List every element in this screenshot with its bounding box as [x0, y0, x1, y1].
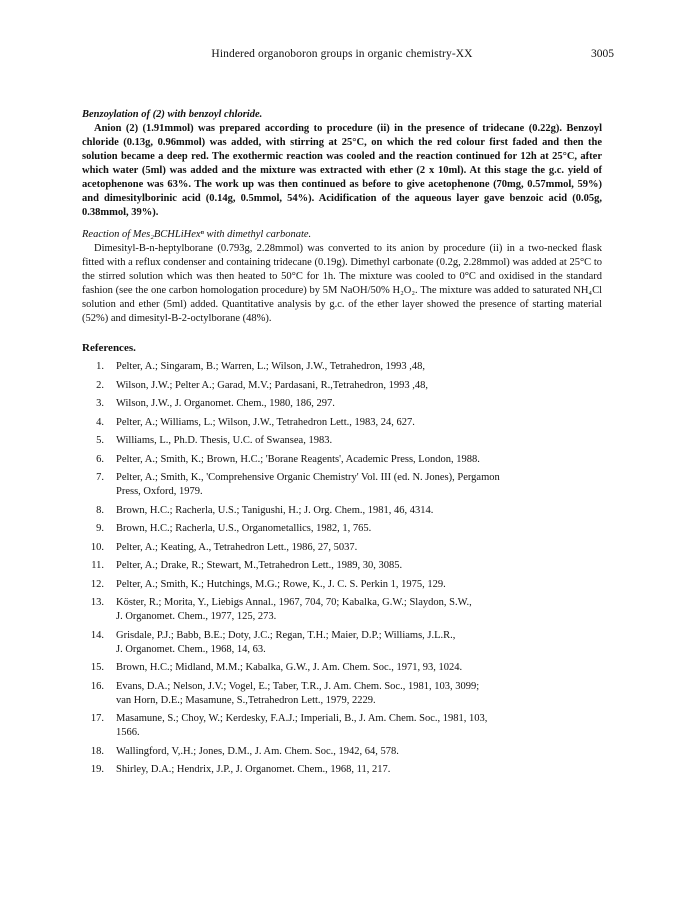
reference-text: Brown, H.C.; Midland, M.M.; Kabalka, G.W., J. Am. Chem. Soc., 1971, 93, 1024. [116, 662, 463, 673]
reference-item [82, 453, 602, 467]
reference-text: Pelter, A.; Singaram, B.; Warren, L.; Wilson, J.W., Tetrahedron, 1993 ,48, [116, 361, 425, 372]
reference-item [82, 416, 602, 430]
reference-text: Pelter, A.; Smith, K.; Brown, H.C.; 'Borane Reagents', Academic Press, London, 1988. [116, 453, 480, 465]
reference-text: van Horn, D.E.; Masamune, S.,Tetrahedron Lett., 1979, 2229. [116, 694, 376, 706]
reference-item [82, 578, 602, 592]
reference-item [82, 471, 602, 499]
reference-number: 7. [96, 472, 104, 483]
reference-text: Wilson, J.W., J. Organomet. Chem., 1980, 186, 297. [116, 398, 335, 409]
reference-number: 18. [90, 745, 104, 757]
running-title: Hindered organoboron groups in organic chemistry-XX [211, 48, 473, 60]
reference-number: 10. [90, 541, 104, 553]
reference-item [82, 504, 602, 518]
reference-number: 1. [96, 361, 104, 372]
reference-item [82, 661, 602, 675]
reference-item [82, 596, 602, 624]
reference-item [82, 629, 602, 657]
reference-text: J. Organomet. Chem., 1977, 125, 273. [116, 611, 277, 622]
reference-item [82, 559, 602, 573]
reference-item [82, 763, 602, 777]
reference-text: Pelter, A.; Williams, L.; Wilson, J.W., Tetrahedron Lett., 1983, 24, 627. [116, 416, 415, 428]
reference-text: Shirley, D.A.; Hendrix, J.P., J. Organomet. Chem., 1968, 11, 217. [116, 764, 391, 775]
references-list [82, 360, 602, 777]
running-head [82, 48, 614, 64]
reference-number: 11. [91, 560, 104, 571]
reference-item [82, 522, 602, 536]
reference-text: Brown, H.C.; Racherla, U.S., Organometallics, 1982, 1, 765. [116, 523, 372, 534]
reference-item [82, 360, 602, 374]
reference-item [82, 680, 602, 708]
references-heading: References. [82, 342, 136, 354]
section-heading-benzoylation: Benzoylation of (2) with benzoyl chloride. [82, 109, 263, 120]
reference-text: Grisdale, P.J.; Babb, B.E.; Doty, J.C.; Regan, T.H.; Maier, D.P.; Williams, J.L.R., [116, 629, 456, 641]
reference-number: 13. [90, 597, 104, 608]
section-heading-carbonate: Reaction of Mes₂BCHLiHexⁿ with dimethyl carbonate. [82, 229, 312, 240]
reference-text: Press, Oxford, 1979. [116, 486, 203, 497]
reference-text: Wallingford, V,.H.; Jones, D.M., J. Am. Chem. Soc., 1942, 64, 578. [116, 745, 399, 757]
reference-item [82, 379, 602, 393]
reference-text: Brown, H.C.; Racherla, U.S.; Tanigushi, H.; J. Org. Chem., 1981, 46, 4314. [116, 504, 434, 516]
reference-item [82, 745, 602, 759]
reference-number: 2. [96, 379, 104, 391]
reference-text: Köster, R.; Morita, Y., Liebigs Annal., 1967, 704, 70; Kabalka, G.W.; Slaydon, S.W., [116, 597, 472, 608]
reference-item [82, 397, 602, 411]
reference-text: Pelter, A.; Smith, K.; Hutchings, M.G.; Rowe, K., J. C. S. Perkin 1, 1975, 129. [116, 578, 446, 590]
reference-number: 5. [96, 435, 104, 446]
reference-number: 4. [96, 416, 104, 428]
reference-text: Pelter, A.; Drake, R.; Stewart, M.,Tetrahedron Lett., 1989, 30, 3085. [116, 560, 403, 571]
reference-number: 19. [90, 764, 104, 775]
reference-number: 12. [90, 578, 104, 590]
reference-text: Masamune, S.; Choy, W.; Kerdesky, F.A.J.; Imperiali, B., J. Am. Chem. Soc., 1981, 103, [116, 713, 488, 724]
reference-item [82, 434, 602, 448]
reference-item [82, 541, 602, 555]
reference-number: 14. [90, 629, 104, 641]
paragraph-benzoylation: Anion (2) (1.91mmol) was prepared according to procedure (ii) in the presence of tridecane (0.22g). Benzoyl chloride (0.13g, 0.96mmol) was added, with stirring at 25°C, on which the red colour first faded and then the solution became a deep red. The exothermic reaction was cooled and the reaction continued for 12h at 25°C, after which water (5ml) was added and the mixture was extracted with ether (2 x 10ml). At this stage the g.c. yield of acetophenone was 63%. The work up was then continued as before to give acetophenone (70mg, 0.57mmol, 59%) and dimesitylborinic acid (0.14g, 0.5mmol, 54%). Acidification of the aqueous layer gave benzoic acid (0.05g, 0.38mmol, 39%). [82, 123, 602, 218]
reference-number: 15. [90, 662, 104, 673]
reference-number: 9. [96, 523, 104, 534]
reference-number: 3. [96, 398, 104, 409]
reference-item [82, 712, 602, 740]
reference-text: Williams, L., Ph.D. Thesis, U.C. of Swansea, 1983. [116, 435, 333, 446]
document-body [82, 108, 602, 782]
reference-text: Pelter, A.; Keating, A., Tetrahedron Lett., 1986, 27, 5037. [116, 541, 358, 553]
reference-number: 8. [96, 504, 104, 516]
paragraph-carbonate: Dimesityl-B-n-heptylborane (0.793g, 2.28mmol) was converted to its anion by procedure (ii) in a two-necked flask fitted with a reflux condenser and containing tridecane (0.19g). Dimethyl carbonate (0.2g, 2.28mmol) was added at 25°C to the stirred solution which was then heated to 50°C for 1h. The mixture was cooled to 0°C and oxidised in the standard fashion (see the one carbon homologation procedure) by 5M NaOH/50% H₂O₂. The mixture was added to saturated NH₄Cl solution and ether (5ml) added. Quantitative analysis by g.c. of the ether layer showed the presence of starting material (52%) and dimesityl-B-2-octylborane (48%). [82, 243, 602, 324]
reference-text: Evans, D.A.; Nelson, J.V.; Vogel, E.; Taber, T.R., J. Am. Chem. Soc., 1981, 103, 3099; [116, 680, 480, 692]
reference-text: J. Organomet. Chem., 1968, 14, 63. [116, 643, 266, 655]
page-number: 3005 [591, 48, 614, 60]
reference-text: 1566. [116, 727, 140, 738]
reference-text: Pelter, A.; Smith, K., 'Comprehensive Organic Chemistry' Vol. III (ed. N. Jones), Pergamon [116, 472, 500, 483]
reference-number: 16. [90, 680, 104, 692]
reference-number: 6. [96, 453, 104, 465]
reference-text: Wilson, J.W.; Pelter A.; Garad, M.V.; Pardasani, R.,Tetrahedron, 1993 ,48, [116, 379, 429, 391]
reference-number: 17. [90, 713, 104, 724]
